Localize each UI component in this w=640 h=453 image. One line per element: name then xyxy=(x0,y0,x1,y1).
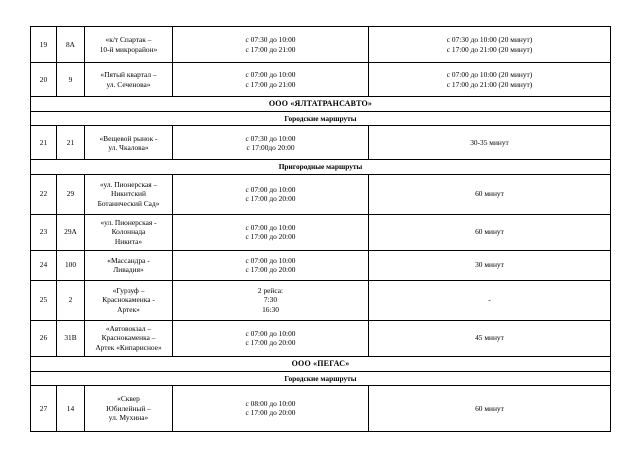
operating-time-line: с 07:00 до 10:00 xyxy=(245,70,296,80)
service-interval xyxy=(369,214,611,250)
route-name-line: Колоннада xyxy=(111,227,146,237)
operating-time-line: с 08:00 до 10:00 xyxy=(245,399,296,408)
operating-time xyxy=(173,250,369,280)
route-name-line: Ливадия» xyxy=(113,265,144,274)
operating-time xyxy=(173,385,369,431)
route-name-line: Никитский xyxy=(111,189,146,199)
route-number: 8А xyxy=(57,27,85,63)
table-row xyxy=(31,126,611,160)
route-name xyxy=(85,280,173,320)
route-name-line: Краснокаменка - xyxy=(102,295,155,305)
table-row xyxy=(31,174,611,214)
operating-time xyxy=(173,27,369,63)
route-name-line: «Сквер xyxy=(117,394,140,404)
route-name xyxy=(85,250,173,280)
service-interval-line: - xyxy=(488,295,491,305)
service-interval xyxy=(369,280,611,320)
route-number: 21 xyxy=(57,126,85,160)
route-name-line: Никита» xyxy=(114,236,143,246)
operating-time-line: с 07:30 до 10:00 xyxy=(245,133,296,143)
route-name-line: Артек «Кипарисное» xyxy=(95,342,162,352)
service-interval xyxy=(369,174,611,214)
operator-section-row xyxy=(31,356,611,371)
route-name xyxy=(85,385,173,431)
operating-time-line: с 17:00 до 20:00 xyxy=(245,265,296,274)
service-interval xyxy=(369,126,611,160)
operating-time xyxy=(173,63,369,97)
table-row xyxy=(31,214,611,250)
service-interval-line: с 17:00 до 21:00 (20 минут) xyxy=(446,44,533,54)
row-number: 19 xyxy=(31,27,57,63)
operator-section-row xyxy=(31,97,611,112)
route-group-title: Пригородные маршруты xyxy=(31,160,611,174)
operating-time-line: с 17:00 до 21:00 xyxy=(245,44,296,54)
route-group-title: Городские маршруты xyxy=(31,371,611,385)
route-name-line: Краснокаменка – xyxy=(101,333,156,343)
row-number: 27 xyxy=(31,385,57,431)
route-name xyxy=(85,214,173,250)
service-interval-line: 60 минут xyxy=(475,189,504,199)
service-interval-line: с 17:00 до 21:00 (20 минут) xyxy=(446,79,533,89)
route-name-line: Артек» xyxy=(117,304,140,314)
operating-time-line: 7:30 xyxy=(263,295,278,305)
route-name-line: «Массандра - xyxy=(107,255,150,265)
operating-time-line: 16:30 xyxy=(262,304,279,314)
operating-time-line: 2 рейса: xyxy=(257,286,284,296)
row-number: 22 xyxy=(31,174,57,214)
route-number: 100 xyxy=(57,250,85,280)
row-number: 24 xyxy=(31,250,57,280)
route-name-line: ул. Мухина» xyxy=(108,412,149,422)
operator-section-title: ООО «ЯЛТАТРАНСАВТО» xyxy=(31,97,611,112)
service-interval-line: 60 минут xyxy=(475,227,504,237)
route-group-row xyxy=(31,371,611,385)
route-group-row xyxy=(31,112,611,126)
table-row xyxy=(31,63,611,97)
service-interval-line: с 07:00 до 10:00 (20 минут) xyxy=(446,70,533,80)
service-interval xyxy=(369,320,611,356)
table-row xyxy=(31,320,611,356)
row-number: 20 xyxy=(31,63,57,97)
operating-time-line: с 17:00до 20:00 xyxy=(246,142,295,152)
route-name-line: «Автовокзал – xyxy=(105,324,152,334)
route-number: 29А xyxy=(57,214,85,250)
route-name-line: «ул. Пионерская – xyxy=(99,180,158,190)
route-name-line: «ул. Пионерская - xyxy=(100,218,157,228)
route-name-line: «к/т Спартак – xyxy=(105,35,152,45)
schedule-table xyxy=(30,26,611,432)
operating-time-line: с 07:00 до 10:00 xyxy=(245,222,296,232)
row-number: 25 xyxy=(31,280,57,320)
table-row xyxy=(31,27,611,63)
route-name-line: Ботанический Сад» xyxy=(97,198,160,208)
route-name xyxy=(85,126,173,160)
operating-time-line: с 17:00 до 20:00 xyxy=(245,194,296,203)
operating-time-line: с 17:00 до 21:00 xyxy=(245,79,296,89)
route-name-line: Юбилейный – xyxy=(106,403,151,413)
service-interval xyxy=(369,27,611,63)
table-row xyxy=(31,385,611,431)
service-interval-line: 30-35 минут xyxy=(470,138,509,148)
route-name-line: ул. Чкалова» xyxy=(108,142,149,152)
route-name xyxy=(85,174,173,214)
route-name-line: «Гурзуф – xyxy=(112,286,145,296)
route-number: 31В xyxy=(57,320,85,356)
route-group-row xyxy=(31,160,611,174)
table-row xyxy=(31,280,611,320)
route-group-title: Городские маршруты xyxy=(31,112,611,126)
operating-time xyxy=(173,320,369,356)
operating-time-line: с 17:00 до 20:00 xyxy=(245,338,296,347)
service-interval-line: с 07:30 до 10:00 (20 минут) xyxy=(446,35,533,45)
operating-time xyxy=(173,174,369,214)
operating-time-line: с 17:00 до 20:00 xyxy=(245,232,296,241)
row-number: 23 xyxy=(31,214,57,250)
route-name-line: 10-й микрорайон» xyxy=(99,44,158,54)
operator-section-title: ООО «ПЕГАС» xyxy=(31,356,611,371)
route-name xyxy=(85,27,173,63)
route-name xyxy=(85,320,173,356)
route-number: 14 xyxy=(57,385,85,431)
service-interval xyxy=(369,250,611,280)
table-row xyxy=(31,250,611,280)
operating-time xyxy=(173,280,369,320)
route-name-line: «Пятый квартал – xyxy=(100,70,157,80)
operating-time-line: с 07:00 до 10:00 xyxy=(245,328,296,338)
route-number: 9 xyxy=(57,63,85,97)
operating-time-line: с 17:00 до 20:00 xyxy=(245,408,296,418)
route-name-line: «Вещевой рынок - xyxy=(99,133,158,143)
operating-time-line: с 07:00 до 10:00 xyxy=(245,184,296,194)
operating-time xyxy=(173,126,369,160)
service-interval xyxy=(369,63,611,97)
service-interval-line: 30 минут xyxy=(475,260,504,270)
route-number: 2 xyxy=(57,280,85,320)
schedule-table-body xyxy=(31,27,611,432)
service-interval-line: 45 минут xyxy=(475,333,504,343)
route-number: 29 xyxy=(57,174,85,214)
row-number: 21 xyxy=(31,126,57,160)
route-name-line: ул. Сеченова» xyxy=(106,79,151,89)
service-interval-line: 60 минут xyxy=(475,403,504,413)
operating-time xyxy=(173,214,369,250)
service-interval xyxy=(369,385,611,431)
route-name xyxy=(85,63,173,97)
row-number: 26 xyxy=(31,320,57,356)
operating-time-line: с 07:30 до 10:00 xyxy=(245,35,296,45)
operating-time-line: с 07:00 до 10:00 xyxy=(245,255,296,265)
